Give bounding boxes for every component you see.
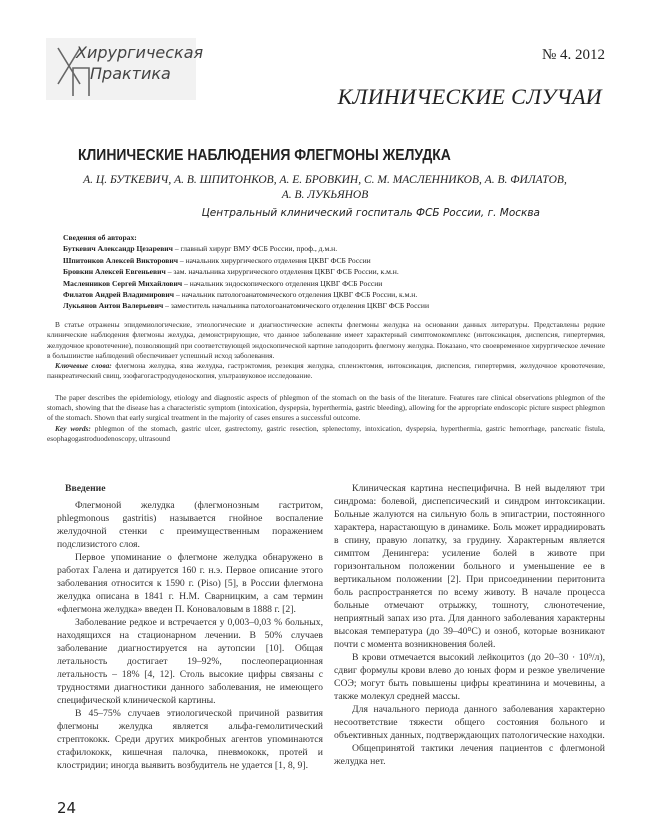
- body-column-left: [57, 482, 323, 772]
- authors-line: А. Ц. БУТКЕВИЧ, А. В. ШПИТОНКОВ, А. Е. БРОВКИН, С. М. МАСЛЕННИКОВ, А. В. ФИЛАТОВ,: [83, 174, 567, 186]
- logo-line1: Хирургическая: [76, 43, 204, 62]
- authors-line: А. В. ЛУКЬЯНОВ: [281, 189, 369, 201]
- paragraph: Общепринятой тактики лечения пациентов с флегмоной желудка нет.: [334, 743, 605, 767]
- paragraph: Первое упоминание о флегмоне желудка обнаружено в работах Галена и датируется 160 г. н.э. Первое описание этого заболевания относится к 1590 г. (Piso) [5], в России флегмона желудка описана в 1841 г. Н.М. Сварницким, а сам термин «флегмона желудка» введен П. Коноваловым в 1888 г. [2].: [57, 552, 323, 615]
- section-heading: Введение: [65, 483, 106, 494]
- author-info: [63, 232, 429, 312]
- authors: [20, 173, 630, 203]
- issue-number: № 4. 2012: [541, 47, 605, 63]
- body-column-right: [334, 482, 605, 768]
- abstract-en: The paper describes the epidemiology, etiology and diagnostic aspects of phlegmon of the stomach on the basis of the literature. Features rare clinical observations phlegmon of the stomach, showing that the disease has a characteristic symptom (intoxication, dyspepsia, hyperthermia, gastric bleeding), allowing for the appropriate endoscopic picture suspect phlegmon of the stomach. Shown that early surgical treatment in the majority of cases ensures a successful outcome.: [47, 392, 605, 423]
- paragraph: В крови отмечается высокий лейкоцитоз (до 20–30 · 10⁹/л), сдвиг формулы крови влево до юных форм и резкое увеличение СОЭ; могут быть повышены цифры креатинина и мочевины, а также молекул средней массы.: [334, 652, 605, 702]
- keywords-en: Key words: phlegmon of the stomach, gastric ulcer, gastrectomy, gastric resection, splenectomy, intoxication, dyspepsia, hyperthermia, gastric hemorrhage, pancreatic fistula, esophagogastroduodenoscopy, ultrasound: [47, 423, 606, 443]
- logo-line2: Практика: [90, 64, 171, 83]
- abstract: [47, 320, 605, 444]
- affiliation: Центральный клинический госпиталь ФСБ России, г. Москва: [201, 207, 540, 219]
- author-info-item: Бровкин Алексей Евгеньевич – зам. начальника хирургического отделения ЦКВГ ФСБ России, к.м.н.: [63, 267, 399, 277]
- author-info-item: Шпитонков Алексей Викторович – начальник хирургического отделения ЦКВГ ФСБ России: [63, 255, 371, 265]
- paragraph: Для начального периода данного заболевания характерно несоответствие тяжести общего состояния больного и объективных данных, подтверждающих патологические находки.: [334, 704, 605, 741]
- author-info-item: Филатов Андрей Владимирович – начальник патологоанатомического отделения ЦКВГ ФСБ России, к.м.н.: [63, 290, 418, 300]
- section-title: КЛИНИЧЕСКИЕ СЛУЧАИ: [337, 84, 602, 109]
- paragraph: Флегмоной желудка (флегмонозным гастритом, phlegmonous gastritis) называется гнойное воспаление желудочной стенки с преимущественным поражением подслизистого слоя.: [57, 500, 323, 550]
- page-number: 24: [57, 799, 77, 817]
- paragraph: Клиническая картина неспецифична. В ней выделяют три синдрома: болевой, диспепсический и синдром интоксикации. Больные жалуются на сильную боль в эпигастрии, постоянного характера, нарастающую в динамике. Боль может иррадиировать в спину, правую лопатку, за грудину. Характерным является симптом Денингера: усиление болей в животе при горизонтальном положении больного и уменьшение ее в вертикальном положении [2]. При присоединении перитонита боль распространяется по всему животу. В начале процесса больные отмечают отрыжку, тошноту, слюнотечение, неприятный запах изо рта. Для данного заболевания характерны высокая температура (до 39–40⁰С) и озноб, которые возникают почти с момента возникновения болей.: [334, 483, 605, 650]
- author-info-item: Масленников Сергей Михайлович – начальник эндоскопического отделения ЦКВГ ФСБ России: [63, 278, 383, 288]
- abstract-ru: В статье отражены эпидемиологические, этиологические и диагностические аспекты флегмоны желудка на основании данных литературы. Представлены редкие клинические наблюдения флегмоны желудка, демонстрирующие, что данное заболевание имеет характерный симптомокомплекс (интоксикация, диспепсия, гипертермия, желудочное кровотечение), позволяющий при соответствующей эндоскопической картине заподозрить флегмону желудка. Показано, что своевременное хирургическое лечение в большинстве наблюдений обеспечивает успешный исход заболевания.: [47, 320, 605, 360]
- keywords-ru: Ключевые слова: флегмона желудка, язва желудка, гастрэктомия, резекция желудка, спленэктомия, интоксикация, диспепсия, гипертермия, желудочное кровотечение, панкреатический свищ, эзофагогастродуоденоскопия, ультразвуковое исследование.: [47, 361, 605, 381]
- paragraph: В 45–75% случаев этиологической причиной развития флегмоны желудка является альфа-гемолитический стрептококк. Среди других микробных агентов упоминаются стафилококк, кишечная палочка, пневмококк, протей и клостридии; иногда выявить возбудитель не удается [1, 8, 9].: [57, 708, 323, 771]
- journal-logo: [46, 38, 204, 100]
- paragraph: Заболевание редкое и встречается у 0,003–0,03 % больных, находящихся на стационарном лечении. В 50% случаев заболевание диагностируется на аутопсии [10]. Общая летальность достигает 19–92%, послеоперационная летальность – 18% [4, 12]. Столь высокие цифры связаны с трудностями диагностики данного заболевания, не имеющего специфической клинической картины.: [57, 617, 323, 706]
- author-info-heading: Сведения об авторах:: [63, 233, 137, 242]
- article-title: КЛИНИЧЕСКИЕ НАБЛЮДЕНИЯ ФЛЕГМОНЫ ЖЕЛУДКА: [78, 147, 451, 164]
- author-info-item: Буткевич Александр Цезаревич – главный хирург ВМУ ФСБ России, проф., д.м.н.: [63, 244, 338, 254]
- author-info-item: Лукьянов Антон Валерьевич – заместитель начальника патологоанатомического отделения ЦКВГ ФСБ России: [63, 301, 430, 311]
